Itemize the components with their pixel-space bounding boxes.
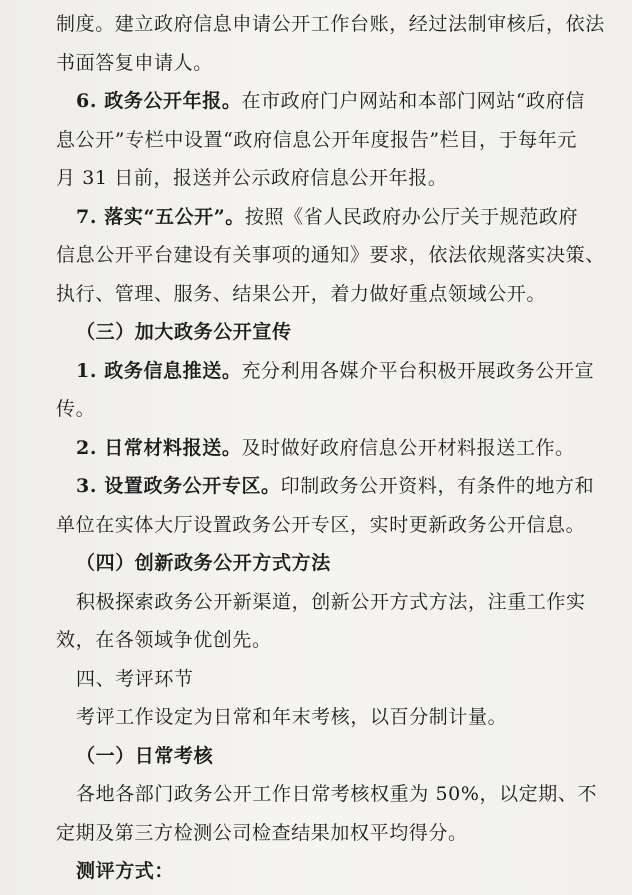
item-6 [76,89,585,113]
s3-item-2-text: 及时做好政府信息公开材料报送工作。 [241,437,575,459]
paragraph-line: 息公开”专栏中设置“政府信息公开年度报告”栏目，于每年元 [56,129,577,151]
subsection-heading: （一）日常考核 [76,745,214,767]
s3-item-3 [76,474,594,498]
s3-item-2-title: 2. 日常材料报送。 [76,437,242,459]
item-7 [76,205,578,229]
s3-item-3-text: 印制政务公开资料，有条件的地方和 [280,475,595,497]
item-6-title: 6. 政务公开年报。 [76,90,242,112]
paragraph-line: 考评工作设定为日常和年末考核，以百分制计量。 [76,706,508,728]
paragraph-line: 书面答复申请人。 [56,52,213,74]
item-6-text: 在市政府门户网站和本部门网站“政府信 [241,90,585,112]
s3-item-1-text: 充分利用各媒介平台积极开展政务公开宣 [241,360,595,382]
item-7-text: 按照《省人民政府办公厅关于规范政府 [244,206,579,228]
paragraph-line: 积极探索政务公开新渠道，创新公开方式方法，注重工作实 [76,591,586,613]
paragraph-line: 传。 [56,398,96,420]
item-7-title: 7. 落实“五公开”。 [76,206,245,228]
section-heading: （三）加大政务公开宣传 [76,321,292,343]
paragraph-line: 制度。建立政府信息申请公开工作台账，经过法制审核后，依法 [56,13,605,35]
paragraph-line: 月 31 日前，报送并公示政府信息公开年报。 [56,167,448,189]
s3-item-2 [76,436,575,460]
paragraph-line: 单位在实体大厅设置政务公开专区，实时更新政务公开信息。 [56,514,586,536]
paragraph-line: 执行、管理、服务、结果公开，着力做好重点领域公开。 [56,283,547,305]
paragraph-line: 定期及第三方检测公司检查结果加权平均得分。 [56,822,468,844]
paragraph-line: 信息公开平台建设有关事项的通知》要求，依法依规落实决策、 [56,244,605,266]
paragraph-line: 各地各部门政务公开工作日常考核权重为 50%，以定期、不 [76,783,598,805]
s3-item-1-title: 1. 政务信息推送。 [76,360,242,382]
section-heading: （四）创新政务公开方式方法 [76,552,331,574]
paragraph-line: 效，在各领域争优创先。 [56,629,272,651]
s3-item-1 [76,359,594,383]
s3-item-3-title: 3. 设置政务公开专区。 [76,475,281,497]
evaluation-method-heading: 测评方式： [76,860,175,882]
part-heading: 四、考评环节 [76,668,194,690]
